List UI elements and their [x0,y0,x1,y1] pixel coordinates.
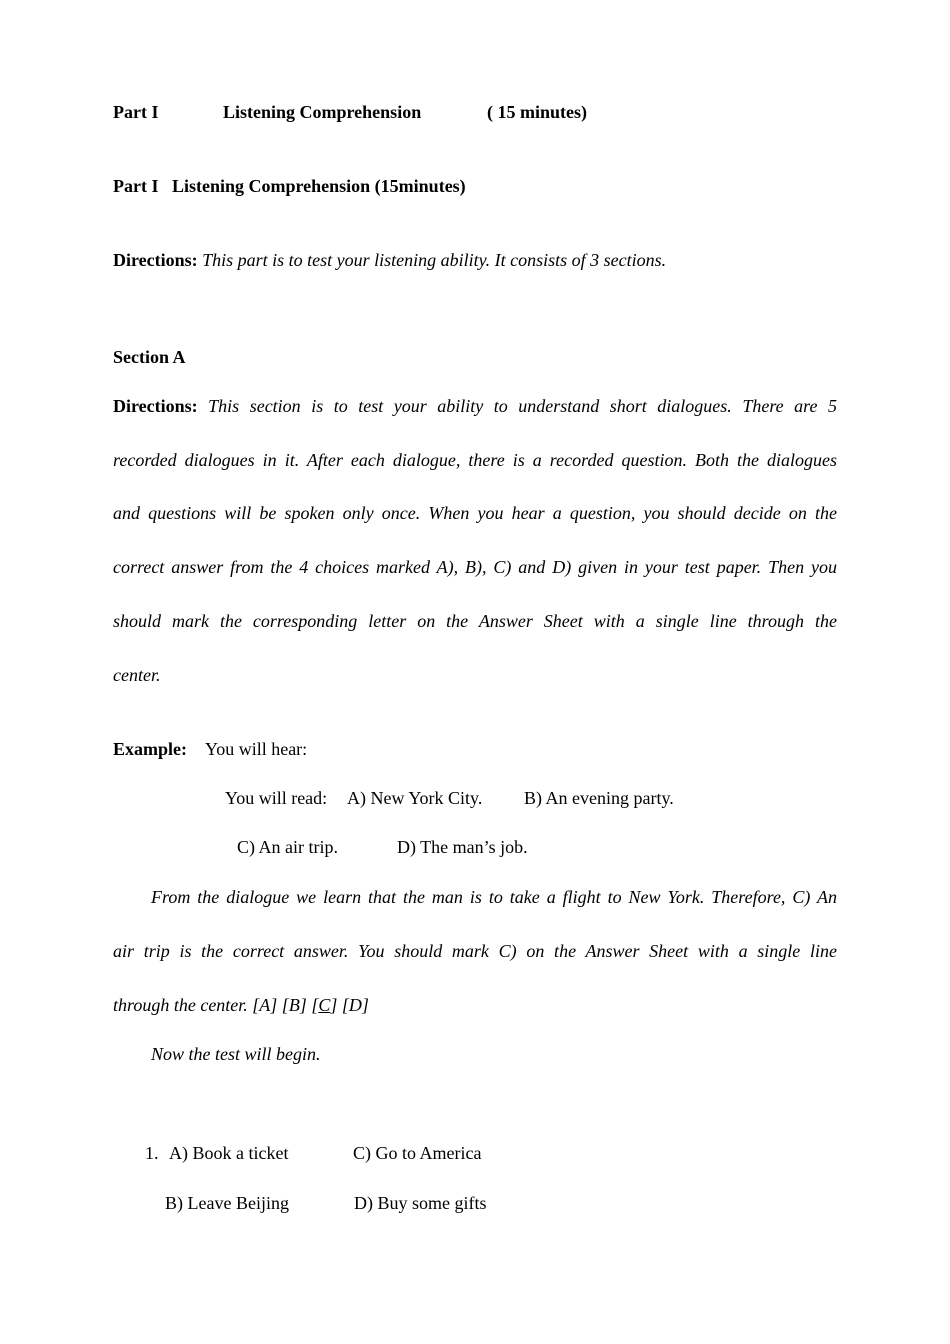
section-directions-line: correct answer from the 4 choices marked A), B), C) and D) given in your test paper. Then you [113,557,837,577]
test-begin-text: Now the test will begin. [151,1044,321,1064]
example-label: Example: [113,739,187,759]
marked-answer: C [318,995,331,1015]
part-title: Listening Comprehension [223,102,422,122]
example-choice-c: C) An air trip. [237,837,338,857]
section-directions-line: and questions will be spoken only once. When you hear a question, you should decide on the [113,503,837,523]
general-directions [113,249,666,271]
section-directions-line: recorded dialogues in it. After each dialogue, there is a recorded question. Both the dialogues [113,450,837,470]
example-read-label: You will read: [225,788,328,808]
section-directions-label: Directions: [113,396,198,416]
example-hear: You will hear: [205,739,308,759]
example-explanation-line: air trip is the correct answer. You should mark C) on the Answer Sheet with a single line [113,941,837,961]
part-label: Part I [113,102,159,122]
section-directions-line [113,395,837,417]
question-number: 1. [145,1143,159,1163]
example-choice-d: D) The man’s job. [397,837,528,857]
part-time: ( 15 minutes) [487,102,587,122]
section-directions-text: This section is to test your ability to understand short dialogues. There are 5 [208,396,837,416]
question-choice-b: B) Leave Beijing [165,1193,289,1213]
explanation-prefix: through the center. [A] [B] [ [113,995,319,1015]
section-directions-line: center. [113,665,161,685]
directions-text: This part is to test your listening ability. It consists of 3 sections. [202,250,667,270]
section-directions-line: should mark the corresponding letter on the Answer Sheet with a single line through the [113,611,837,631]
directions-label: Directions: [113,250,198,270]
part-heading: Part I Listening Comprehension (15minutes) [113,176,466,196]
question-choice-c: C) Go to America [353,1143,482,1163]
question-choice-a: A) Book a ticket [169,1143,289,1163]
example-choice-a: A) New York City. [347,788,483,808]
example-explanation-line: From the dialogue we learn that the man is to take a flight to New York. Therefore, C) An [151,887,837,907]
section-title: Section A [113,347,186,367]
explanation-suffix: ] [D] [330,995,369,1015]
question-choice-d: D) Buy some gifts [354,1193,487,1213]
example-explanation-last-line [113,994,369,1016]
example-choice-b: B) An evening party. [524,788,674,808]
